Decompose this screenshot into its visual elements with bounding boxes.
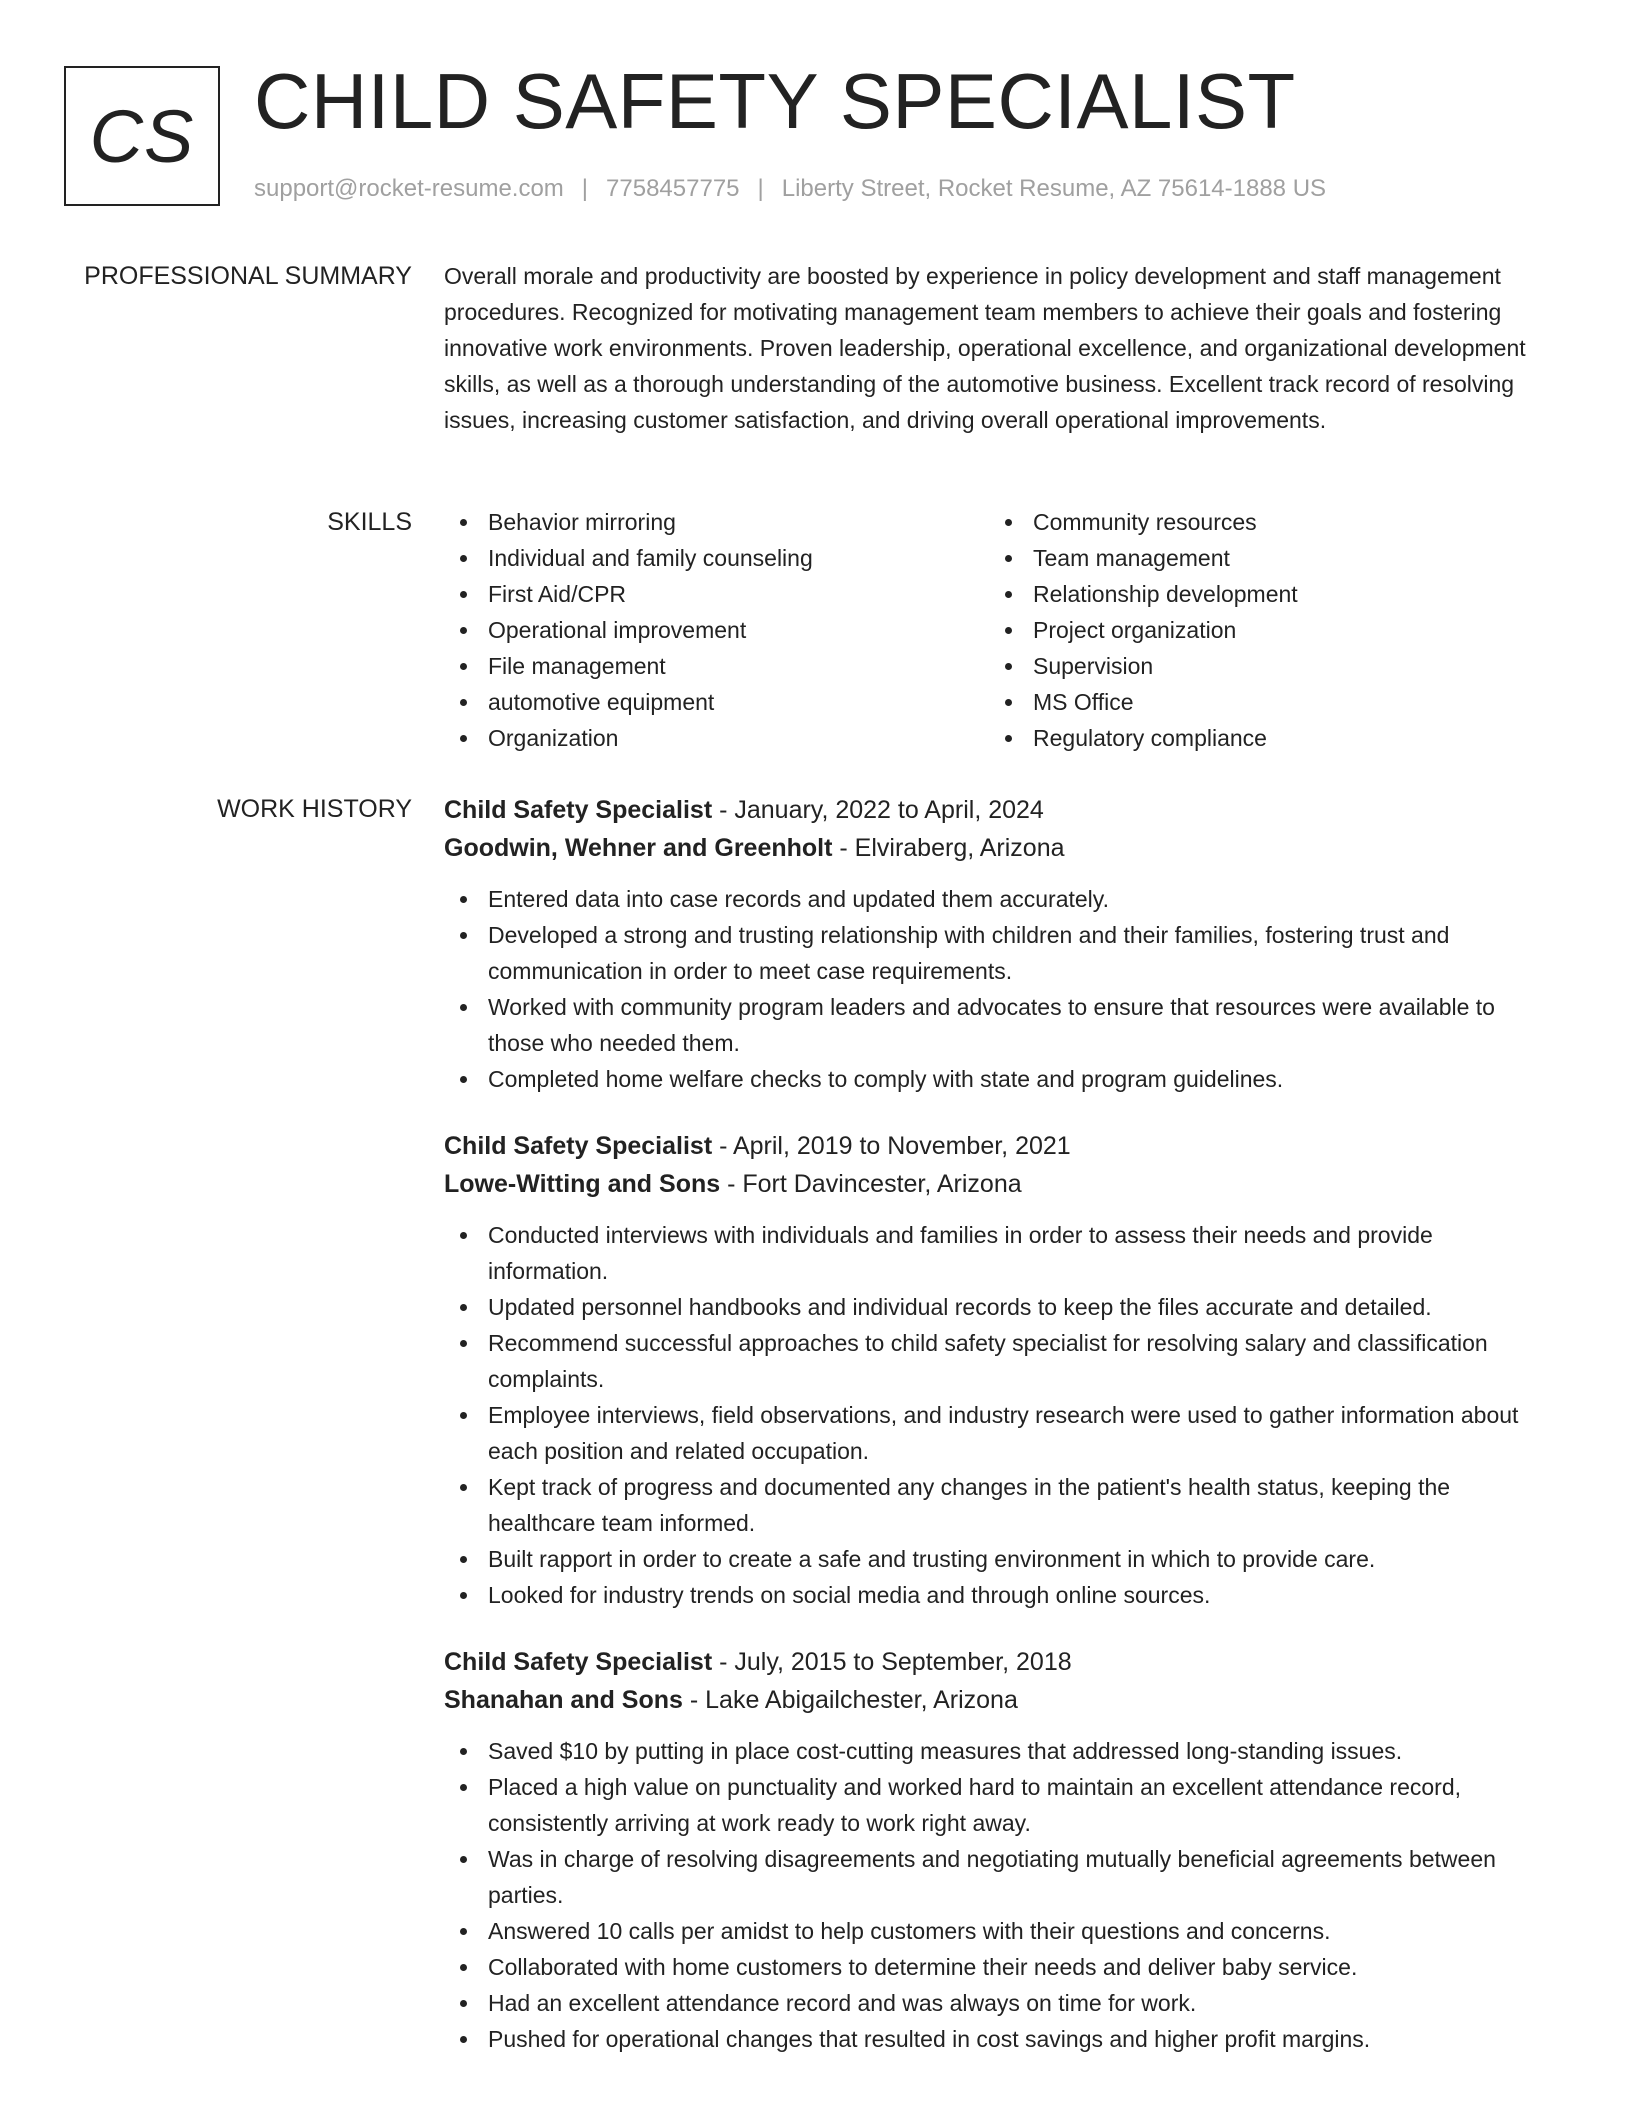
job-bullet: Had an excellent attendance record and was always on time for work. xyxy=(444,1985,1544,2021)
job-bullet: Placed a high value on punctuality and worked hard to maintain an excellent attendance record, consistently arriving at work ready to work right away. xyxy=(444,1769,1544,1841)
contact-separator: | xyxy=(581,175,589,202)
skills-list-right xyxy=(989,504,1534,756)
job-dates: - January, 2022 to April, 2024 xyxy=(712,796,1044,824)
page-title: CHILD SAFETY SPECIALIST xyxy=(254,57,1296,145)
skill-item: File management xyxy=(444,648,989,684)
job-location: - Elviraberg, Arizona xyxy=(832,834,1065,862)
job-company: Lowe-Witting and Sons xyxy=(444,1170,721,1198)
job-title: Child Safety Specialist xyxy=(444,796,713,824)
skill-item: automotive equipment xyxy=(444,684,989,720)
section-label-summary: PROFESSIONAL SUMMARY xyxy=(84,262,412,290)
skill-item: Community resources xyxy=(989,504,1534,540)
skill-item: Behavior mirroring xyxy=(444,504,989,540)
job-entry xyxy=(444,1127,1544,1613)
job-bullets xyxy=(444,1733,1544,2057)
skills-content xyxy=(444,504,1544,756)
job-bullet: Answered 10 calls per amidst to help customers with their questions and concerns. xyxy=(444,1913,1544,1949)
job-bullet: Built rapport in order to create a safe and trusting environment in which to provide care. xyxy=(444,1541,1544,1577)
job-bullet: Worked with community program leaders and advocates to ensure that resources were available to those who needed them. xyxy=(444,989,1544,1061)
skill-item: Relationship development xyxy=(989,576,1534,612)
summary-text: Overall morale and productivity are boosted by experience in policy development and staff management procedures. Recognized for motivating management team members to achieve their goals and fostering innovative work environments. Proven leadership, operational excellence, and organizational development skills, as well as a thorough understanding of the automotive business. Excellent track record of resolving issues, increasing customer satisfaction, and driving overall operational improvements. xyxy=(444,263,1526,433)
job-bullet: Conducted interviews with individuals and families in order to assess their needs and provide information. xyxy=(444,1217,1544,1289)
job-bullet: Employee interviews, field observations, and industry research were used to gather information about each position and related occupation. xyxy=(444,1397,1544,1469)
work-history-content xyxy=(444,791,1544,2087)
skill-item: Project organization xyxy=(989,612,1534,648)
summary-content xyxy=(444,258,1544,438)
job-company-line xyxy=(444,1681,1544,1719)
job-company: Shanahan and Sons xyxy=(444,1686,683,1714)
job-company: Goodwin, Wehner and Greenholt xyxy=(444,834,833,862)
skill-item: MS Office xyxy=(989,684,1534,720)
job-bullet: Updated personnel handbooks and individual records to keep the files accurate and detailed. xyxy=(444,1289,1544,1325)
job-bullet: Kept track of progress and documented any changes in the patient's health status, keeping the healthcare team informed. xyxy=(444,1469,1544,1541)
skill-item: Supervision xyxy=(989,648,1534,684)
skill-item: Team management xyxy=(989,540,1534,576)
job-bullet: Recommend successful approaches to child safety specialist for resolving salary and classification complaints. xyxy=(444,1325,1544,1397)
skills-list-left xyxy=(444,504,989,756)
job-title-line xyxy=(444,1643,1544,1681)
job-entry xyxy=(444,791,1544,1097)
job-bullets xyxy=(444,1217,1544,1613)
job-location: - Lake Abigailchester, Arizona xyxy=(682,1686,1018,1714)
job-title-line xyxy=(444,791,1544,829)
job-location: - Fort Davincester, Arizona xyxy=(720,1170,1022,1198)
job-title-line xyxy=(444,1127,1544,1165)
job-bullet: Looked for industry trends on social media and through online sources. xyxy=(444,1577,1544,1613)
contact-email[interactable]: support@rocket-resume.com xyxy=(254,175,564,202)
monogram-logo: CS xyxy=(64,66,220,206)
skill-item: Organization xyxy=(444,720,989,756)
job-bullet: Collaborated with home customers to determine their needs and deliver baby service. xyxy=(444,1949,1544,1985)
job-dates: - July, 2015 to September, 2018 xyxy=(712,1648,1072,1676)
contact-address: Liberty Street, Rocket Resume, AZ 75614-1888 US xyxy=(781,175,1327,202)
job-bullet: Pushed for operational changes that resulted in cost savings and higher profit margins. xyxy=(444,2021,1544,2057)
job-bullet: Entered data into case records and updated them accurately. xyxy=(444,881,1544,917)
skill-item: Individual and family counseling xyxy=(444,540,989,576)
contact-phone[interactable]: 7758457775 xyxy=(606,175,740,202)
job-bullet: Saved $10 by putting in place cost-cutting measures that addressed long-standing issues. xyxy=(444,1733,1544,1769)
job-title: Child Safety Specialist xyxy=(444,1648,713,1676)
job-dates: - April, 2019 to November, 2021 xyxy=(712,1132,1071,1160)
job-title: Child Safety Specialist xyxy=(444,1132,713,1160)
job-entry xyxy=(444,1643,1544,2057)
skill-item: Operational improvement xyxy=(444,612,989,648)
job-bullets xyxy=(444,881,1544,1097)
job-bullet: Developed a strong and trusting relationship with children and their families, fostering trust and communication in order to meet case requirements. xyxy=(444,917,1544,989)
job-bullet: Completed home welfare checks to comply with state and program guidelines. xyxy=(444,1061,1544,1097)
job-company-line xyxy=(444,1165,1544,1203)
skill-item: Regulatory compliance xyxy=(989,720,1534,756)
section-label-work-history: WORK HISTORY xyxy=(217,795,412,823)
contact-line xyxy=(254,173,1326,205)
job-company-line xyxy=(444,829,1544,867)
job-bullet: Was in charge of resolving disagreements and negotiating mutually beneficial agreements between parties. xyxy=(444,1841,1544,1913)
skill-item: First Aid/CPR xyxy=(444,576,989,612)
contact-separator: | xyxy=(757,175,764,202)
section-label-skills: SKILLS xyxy=(327,508,412,536)
